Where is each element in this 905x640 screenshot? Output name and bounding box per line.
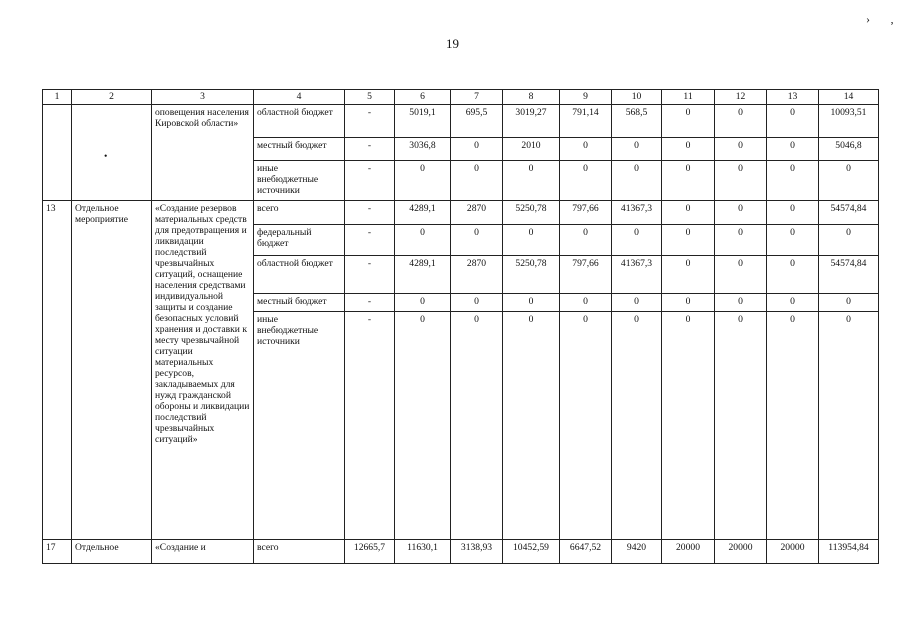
column-header: 5 [345,90,395,105]
page-number: 19 [446,36,459,51]
value-cell: 0 [662,138,715,161]
value-cell: 0 [560,312,612,540]
activity-type [72,105,152,201]
value-cell: 6647,52 [560,540,612,564]
value-cell: 0 [612,161,662,201]
value-cell: 2010 [503,138,560,161]
activity-type: Отдельное [72,540,152,564]
value-cell: 20000 [767,540,819,564]
value-cell: 0 [503,161,560,201]
value-cell: 113954,84 [819,540,879,564]
value-cell: 0 [662,294,715,312]
value-cell: 3036,8 [395,138,451,161]
funding-source: местный бюджет [254,294,345,312]
row-number: 17 [43,540,72,564]
value-cell: 0 [662,312,715,540]
column-header: 3 [152,90,254,105]
value-cell: 0 [395,225,451,256]
column-number-row [43,90,879,105]
value-cell: 0 [451,161,503,201]
value-cell: 9420 [612,540,662,564]
value-cell: 0 [767,256,819,294]
value-cell: 0 [715,201,767,225]
value-cell: 0 [560,138,612,161]
value-cell: 0 [715,105,767,138]
value-cell: - [345,201,395,225]
column-header: 11 [662,90,715,105]
value-cell: 54574,84 [819,201,879,225]
funding-source: всего [254,540,345,564]
value-cell: 0 [560,225,612,256]
corner-mark: › [866,12,870,26]
value-cell: 0 [560,294,612,312]
column-header: 1 [43,90,72,105]
description-text: «Создание резервов материальных средств для предотвращения и ликвидации последствий чрезвычайных ситуаций, оснащение населения средствами индивидуальной защиты и создание безопасных условий хранения и доставки к месту чрезвычайной ситуации материальных ресурсов, закладываемых для нужд гражданской обороны и ликвидации последствий чрезвычайных ситуаций» [155,203,250,445]
value-cell: 0 [767,225,819,256]
value-cell: 0 [715,312,767,540]
value-cell: 0 [767,138,819,161]
value-cell: 0 [819,294,879,312]
description-text: «Создание и [155,542,206,553]
funding-source: областной бюджет [254,256,345,294]
value-cell: 0 [715,256,767,294]
funding-source: иные внебюджетные источники [254,161,345,201]
value-cell: 0 [662,201,715,225]
value-cell: 0 [819,161,879,201]
value-cell: 0 [612,225,662,256]
value-cell: - [345,294,395,312]
value-cell: 41367,3 [612,256,662,294]
column-header: 6 [395,90,451,105]
value-cell: 3019,27 [503,105,560,138]
value-cell: 0 [560,161,612,201]
value-cell: 4289,1 [395,201,451,225]
column-header: 12 [715,90,767,105]
value-cell: 0 [819,225,879,256]
activity-description [152,105,254,201]
description-text: оповещения населения Кировской области» [155,107,249,129]
value-cell: 3138,93 [451,540,503,564]
value-cell: 0 [612,312,662,540]
value-cell: 695,5 [451,105,503,138]
column-header: 10 [612,90,662,105]
value-cell: 0 [715,138,767,161]
value-cell: 0 [819,312,879,540]
activity-type: Отдельное мероприятие [72,201,152,540]
value-cell: 0 [503,294,560,312]
value-cell: 0 [451,312,503,540]
value-cell: 5250,78 [503,256,560,294]
column-header: 14 [819,90,879,105]
value-cell: 10452,59 [503,540,560,564]
value-cell: 5019,1 [395,105,451,138]
value-cell: 0 [767,105,819,138]
table-row [43,105,879,138]
value-cell: 797,66 [560,201,612,225]
funding-source: федеральный бюджет [254,225,345,256]
corner-mark: ‚ [890,12,894,26]
funding-source: местный бюджет [254,138,345,161]
value-cell: 0 [715,294,767,312]
column-header: 2 [72,90,152,105]
value-cell: 0 [612,138,662,161]
value-cell: 0 [662,161,715,201]
value-cell: 0 [767,312,819,540]
value-cell: 12665,7 [345,540,395,564]
funding-source: всего [254,201,345,225]
value-cell: 0 [395,312,451,540]
value-cell: 0 [612,294,662,312]
value-cell: 0 [503,312,560,540]
activity-description [152,540,254,564]
table-row [43,540,879,564]
column-header: 13 [767,90,819,105]
value-cell: 0 [451,294,503,312]
row-number: 13 [43,201,72,540]
column-header: 4 [254,90,345,105]
value-cell: - [345,138,395,161]
row-number [43,105,72,201]
value-cell: 11630,1 [395,540,451,564]
value-cell: 0 [662,105,715,138]
value-cell: 10093,51 [819,105,879,138]
value-cell: - [345,312,395,540]
value-cell: 0 [451,138,503,161]
value-cell: 0 [715,225,767,256]
funding-source: иные внебюджетные источники [254,312,345,540]
bullet-mark: • [104,151,108,162]
budget-table [42,89,879,564]
column-header: 9 [560,90,612,105]
value-cell: 2870 [451,201,503,225]
value-cell: 20000 [715,540,767,564]
value-cell: 0 [395,161,451,201]
value-cell: 54574,84 [819,256,879,294]
value-cell: - [345,161,395,201]
value-cell: 0 [451,225,503,256]
value-cell: 0 [503,225,560,256]
value-cell: 0 [662,225,715,256]
value-cell: 0 [395,294,451,312]
value-cell: 41367,3 [612,201,662,225]
value-cell: 791,14 [560,105,612,138]
column-header: 8 [503,90,560,105]
value-cell: - [345,225,395,256]
funding-source: областной бюджет [254,105,345,138]
value-cell: 0 [767,201,819,225]
value-cell: 5046,8 [819,138,879,161]
table-row [43,201,879,225]
value-cell: 0 [715,161,767,201]
value-cell: 20000 [662,540,715,564]
value-cell: 0 [767,294,819,312]
value-cell: 4289,1 [395,256,451,294]
value-cell: - [345,256,395,294]
value-cell: - [345,105,395,138]
value-cell: 568,5 [612,105,662,138]
activity-description [152,201,254,540]
column-header: 7 [451,90,503,105]
value-cell: 2870 [451,256,503,294]
value-cell: 797,66 [560,256,612,294]
value-cell: 0 [662,256,715,294]
value-cell: 0 [767,161,819,201]
value-cell: 5250,78 [503,201,560,225]
